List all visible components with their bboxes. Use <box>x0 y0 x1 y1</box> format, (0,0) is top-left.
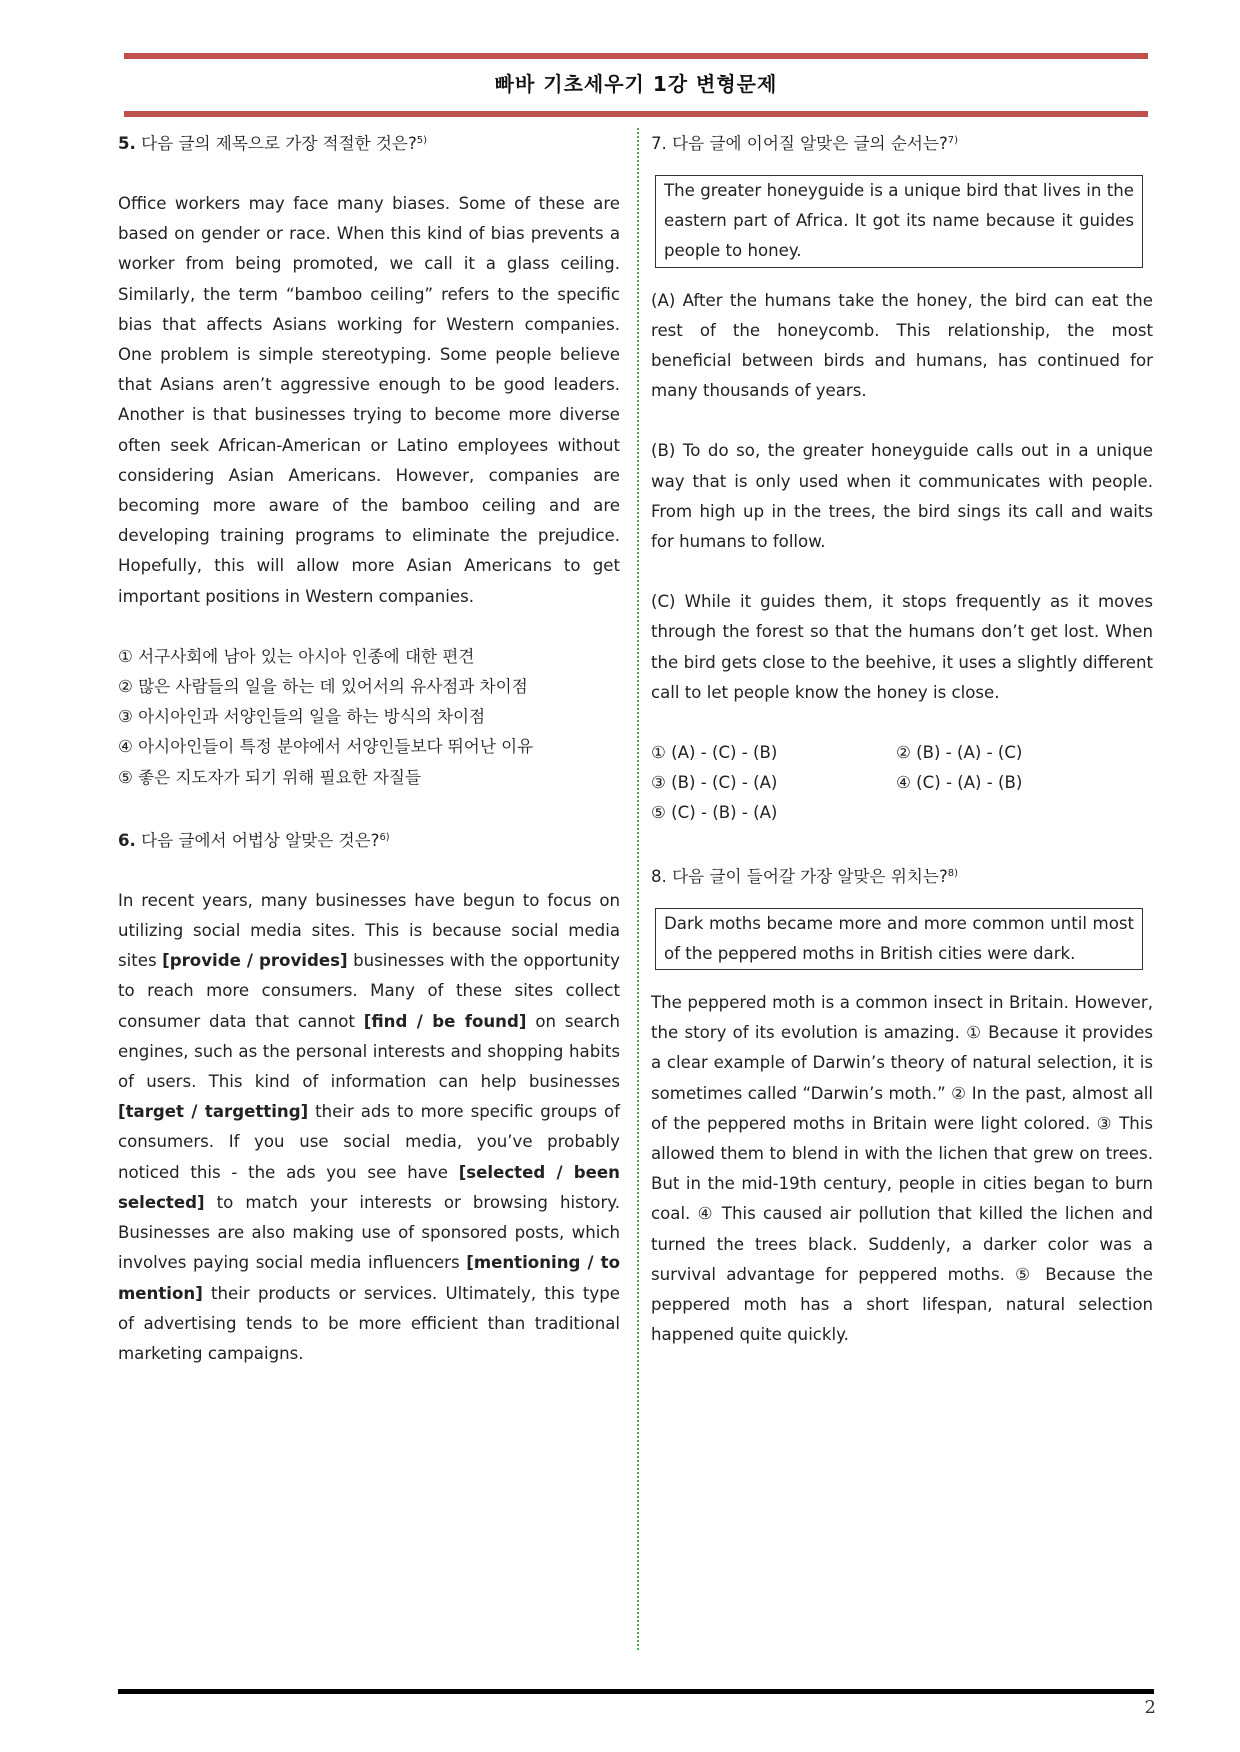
footnote-marker: 5) <box>416 135 428 146</box>
question-5-passage: Office workers may face many biases. Some of these are based on gender or race. When this kind of bias prevents a worker from being promoted, we call it a glass ceiling. Similarly, the term “bamboo ceiling” refers to the specific bias that affects Asians working for Western companies. One problem is simple stereotyping. Some people believe that Asians aren’t aggressive enough to be good leaders. Another is that businesses trying to become more diverse often seek African-American or Latino employees without considering Asian Americans. However, companies are becoming more aware of the bamboo ceiling and are developing training programs to eliminate the prejudice. Hopefully, this will allow more Asian Americans to get important positions in Western companies. <box>118 194 620 606</box>
option-2[interactable]: ② 많은 사람들의 일을 하는 데 있어서의 유사점과 차이점 <box>118 677 528 697</box>
order-choice-3[interactable]: ③ (B) - (C) - (A) <box>651 773 778 793</box>
question-number: 5. <box>118 134 136 153</box>
passage-text: on search engines, such as the personal interests and shopping habits of users. This kind of information can help businesses <box>118 1011 621 1092</box>
passage-text: businesses with the opportunity to reach more consumers. Many of these sites collect consumer data that cannot <box>118 951 620 1031</box>
question-number: 8. <box>651 866 667 886</box>
order-choices <box>651 738 1153 829</box>
question-prompt: 다음 글에 이어질 알맞은 글의 순서는? <box>672 134 948 153</box>
passage-text: their products or services. Ultimately, this type of advertising tends to be more efficient than traditional marketing campaigns. <box>118 1283 620 1363</box>
header-bottom-rule <box>124 111 1148 117</box>
order-choice-2[interactable]: ② (B) - (A) - (C) <box>896 743 1023 763</box>
grammar-choice-4[interactable]: [selected / been selected] <box>118 1162 620 1212</box>
footnote-marker: 7) <box>947 135 959 146</box>
passage-text: their ads to more specific groups of consumers. If you use social media, you’ve probably noticed this - the ads you see have <box>118 1102 620 1182</box>
question-prompt: 다음 글의 제목으로 가장 적절한 것은? <box>141 134 417 153</box>
given-text: The greater honeyguide is a unique bird that lives in the eastern part of Africa. It got its name because it guides people to honey. <box>664 181 1134 261</box>
paragraph-a: (A) After the humans take the honey, the bird can eat the rest of the honeycomb. This relationship, the most beneficial between birds and humans, has continued for many thousands of years. <box>651 290 1153 401</box>
left-column <box>118 126 620 1369</box>
paragraph-b: (B) To do so, the greater honeyguide calls out in a unique way that is only used when it communicates with people. From high up in the trees, the bird sings its call and waits for humans to follow. <box>651 441 1153 552</box>
grammar-choice-1[interactable]: [provide / provides] <box>162 951 348 971</box>
question-number: 7. <box>651 134 667 153</box>
question-8-passage: The peppered moth is a common insect in Britain. However, the story of its evolution is amazing. ① Because it provides a clear example of Darwin’s theory of natural selection, it is sometimes called “Darwin’s moth.” ② In the past, almost all of the peppered moths in Britain were light colored. ③ This allowed them to blend in with the lichen that grew on trees. But in the mid-19th century, people in cities began to burn coal. ④ This caused air pollution that killed the lichen and turned the trees black. Suddenly, a darker color was a survival advantage for peppered moths. ⑤ Because the peppered moth has a short lifespan, natural selection happened quite quickly. <box>651 993 1153 1345</box>
order-choice-4[interactable]: ④ (C) - (A) - (B) <box>896 773 1023 793</box>
footer-rule <box>118 1689 1154 1694</box>
passage-text: to match your interests or browsing history. Businesses are also making use of sponsored posts, which involves paying social media influencers <box>118 1192 620 1273</box>
footnote-marker: 8) <box>947 867 959 879</box>
header-top-rule <box>124 53 1148 59</box>
question-6-heading <box>118 823 620 856</box>
question-7-given-box <box>655 175 1143 268</box>
question-8-given-box <box>655 908 1143 970</box>
passage-text: In recent years, many businesses have begun to focus on utilizing social media sites. This is because social media sites <box>118 890 620 971</box>
footnote-marker: 6) <box>379 831 390 843</box>
question-prompt: 다음 글이 들어갈 가장 알맞은 위치는? <box>672 866 948 886</box>
question-6-passage <box>118 886 620 1369</box>
paragraph-c: (C) While it guides them, it stops frequently as it moves through the forest so that the humans don’t get lost. When the bird gets close to the beehive, it uses a slightly different call to let people know the honey is close. <box>651 592 1153 702</box>
question-number: 6. <box>118 830 136 850</box>
question-8-heading <box>651 859 1153 892</box>
question-7-heading <box>651 126 1153 159</box>
order-choice-1[interactable]: ① (A) - (C) - (B) <box>651 743 778 763</box>
option-1[interactable]: ① 서구사회에 남아 있는 아시아 인종에 대한 편견 <box>118 646 475 666</box>
grammar-choice-5[interactable]: [mentioning / to mention] <box>118 1253 621 1303</box>
grammar-choice-2[interactable]: [find / be found] <box>363 1011 527 1031</box>
option-3[interactable]: ③ 아시아인과 서양인들의 일을 하는 방식의 차이점 <box>118 707 486 727</box>
question-5-heading <box>118 126 620 159</box>
given-text: Dark moths became more and more common until most of the peppered moths in British cities were dark. <box>664 913 1134 963</box>
order-choice-5[interactable]: ⑤ (C) - (B) - (A) <box>651 803 778 823</box>
page-number: 2 <box>1144 1697 1156 1718</box>
option-4[interactable]: ④ 아시아인들이 특정 분야에서 서양인들보다 뛰어난 이유 <box>118 737 534 757</box>
option-5[interactable]: ⑤ 좋은 지도자가 되기 위해 필요한 자질들 <box>118 767 421 787</box>
right-column <box>651 126 1153 1351</box>
column-divider <box>637 128 639 1650</box>
grammar-choice-3[interactable]: [target / targetting] <box>118 1102 309 1122</box>
question-prompt: 다음 글에서 어법상 알맞은 것은? <box>141 830 380 850</box>
page-title: 빠바 기초세우기 1강 변형문제 <box>494 72 778 96</box>
